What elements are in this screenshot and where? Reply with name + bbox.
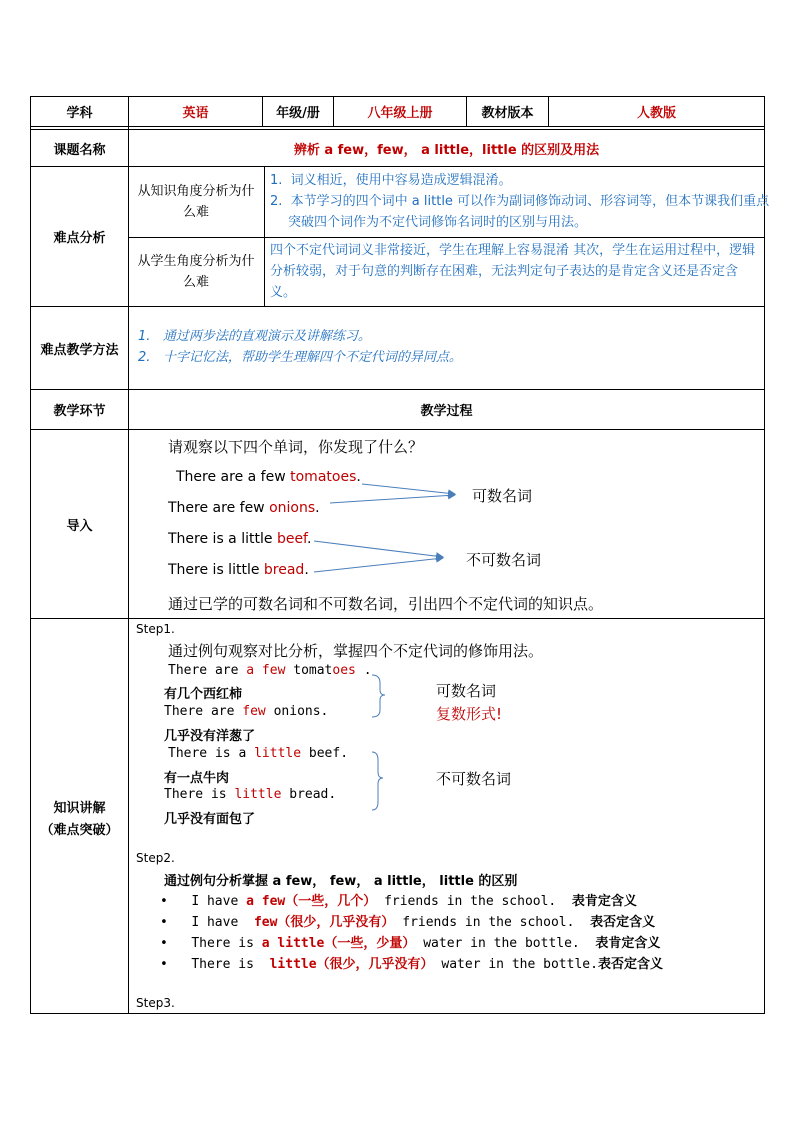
process-stage-label: 教学环节	[53, 404, 106, 419]
step2-example-3: • There is a little（一些，少量） water in the bottle. 表肯定含义	[160, 936, 661, 951]
intro-noun-1: tomatoes	[290, 469, 357, 485]
student-angle-text: 四个不定代词词义非常接近，学生在理解上容易混淆 其次，学生在运用过程中，逻辑分析较弱，对于句意的判断存在困难，无法判定句子表达的是肯定含义还是否定含义。	[270, 243, 756, 300]
step1-sentence-2: There are few onions.	[164, 704, 329, 719]
knowledge-angle-label: 从知识角度分析为什么难	[137, 184, 255, 220]
step1-plural-label: 复数形式!	[436, 705, 503, 723]
intro-countable-label: 可数名词	[472, 487, 533, 505]
edition-label: 教材版本	[481, 106, 534, 121]
method-item-1: 1. 通过两步法的直观演示及讲解练习。	[138, 329, 371, 344]
knowledge-point-1: 1. 词义相近，使用中容易造成逻辑混淆。	[270, 173, 512, 188]
process-label: 教学过程	[420, 404, 473, 419]
intro-noun-4: bread	[263, 562, 305, 578]
knowledge-point-1-number: 1.	[270, 173, 291, 188]
brace-countable	[372, 675, 385, 717]
step1-sentence-1: There are a few tomatoes .	[168, 663, 372, 678]
intro-question: 请观察以下四个单词，你发现了什么？	[168, 438, 424, 456]
method-item-2-number: 2.	[138, 350, 163, 365]
method-label: 难点教学方法	[40, 342, 119, 358]
student-angle-label: 从学生角度分析为什么难	[137, 254, 255, 290]
step1-sentence-4: There is little bread.	[164, 787, 337, 802]
brace-uncountable	[372, 752, 383, 810]
intro-uncountable-label: 不可数名词	[466, 551, 542, 569]
step2-example-4: • There is little（很少，几乎没有） water in the bottle.表否定含义	[160, 957, 663, 972]
step3-heading: Step3.	[136, 996, 175, 1010]
knowledge-label-main: 知识讲解	[53, 801, 106, 816]
intro-noun-2: onions	[269, 500, 316, 516]
knowledge-point-2: 2. 本节学习的四个词中 a little 可以作为副词修饰动词、形容词等，但本节课我们重点突破四个词作为不定代词修饰名词时的区别与用法。	[270, 194, 770, 230]
knowledge-point-2-number: 2.	[270, 194, 291, 209]
intro-sentence-3: There is a little beef.	[168, 531, 312, 547]
intro-sentence-4: There is little bread.	[168, 562, 309, 578]
step2-example-2: • I have few（很少，几乎没有） friends in the school. 表否定含义	[160, 915, 656, 930]
step1-sentence-4-cn: 几乎没有面包了	[164, 812, 256, 827]
bullet: •	[160, 894, 168, 909]
intro-sentence-2: There are few onions.	[168, 500, 320, 516]
step1-sentence-3-cn: 有一点牛肉	[164, 771, 230, 786]
step1-sentence-2-cn: 几乎没有洋葱了	[164, 729, 256, 744]
subject-value: 英语	[182, 106, 209, 121]
step1-sentence-1-cn: 有几个西红柿	[164, 687, 243, 702]
intro-sentence-1: There are a few tomatoes.	[176, 469, 361, 485]
method-item-2: 2. 十字记忆法，帮助学生理解四个不定代词的异同点。	[138, 350, 462, 365]
difficulty-label: 难点分析	[53, 231, 106, 246]
subject-label: 学科	[66, 106, 93, 121]
edition-value: 人教版	[636, 106, 676, 121]
grade-value: 八年级上册	[367, 106, 433, 121]
step1-heading: Step1.	[136, 622, 175, 636]
step1-uncountable-label: 不可数名词	[436, 770, 512, 788]
step1-intro: 通过例句观察对比分析，掌握四个不定代词的修饰用法。	[168, 642, 544, 660]
step2-example-1: • I have a few（一些，几个） friends in the school. 表肯定含义	[160, 894, 637, 909]
step1-sentence-3: There is a little beef.	[168, 746, 349, 761]
topic-label: 课题名称	[53, 142, 106, 158]
intro-noun-3: beef	[276, 531, 307, 547]
method-item-1-number: 1.	[138, 329, 163, 344]
step1-countable-label: 可数名词	[436, 682, 497, 700]
step2-intro: 通过例句分析掌握 a few， few， a little， little 的区别	[164, 874, 518, 889]
topic-value: 辨析 a few，few， a little，little 的区别及用法	[293, 142, 600, 158]
grade-label: 年级/册	[276, 106, 320, 121]
step2-heading: Step2.	[136, 851, 175, 865]
intro-summary: 通过已学的可数名词和不可数名词，引出四个不定代词的知识点。	[168, 595, 604, 613]
intro-label: 导入	[66, 518, 93, 534]
knowledge-label-sub: （难点突破）	[40, 823, 119, 838]
